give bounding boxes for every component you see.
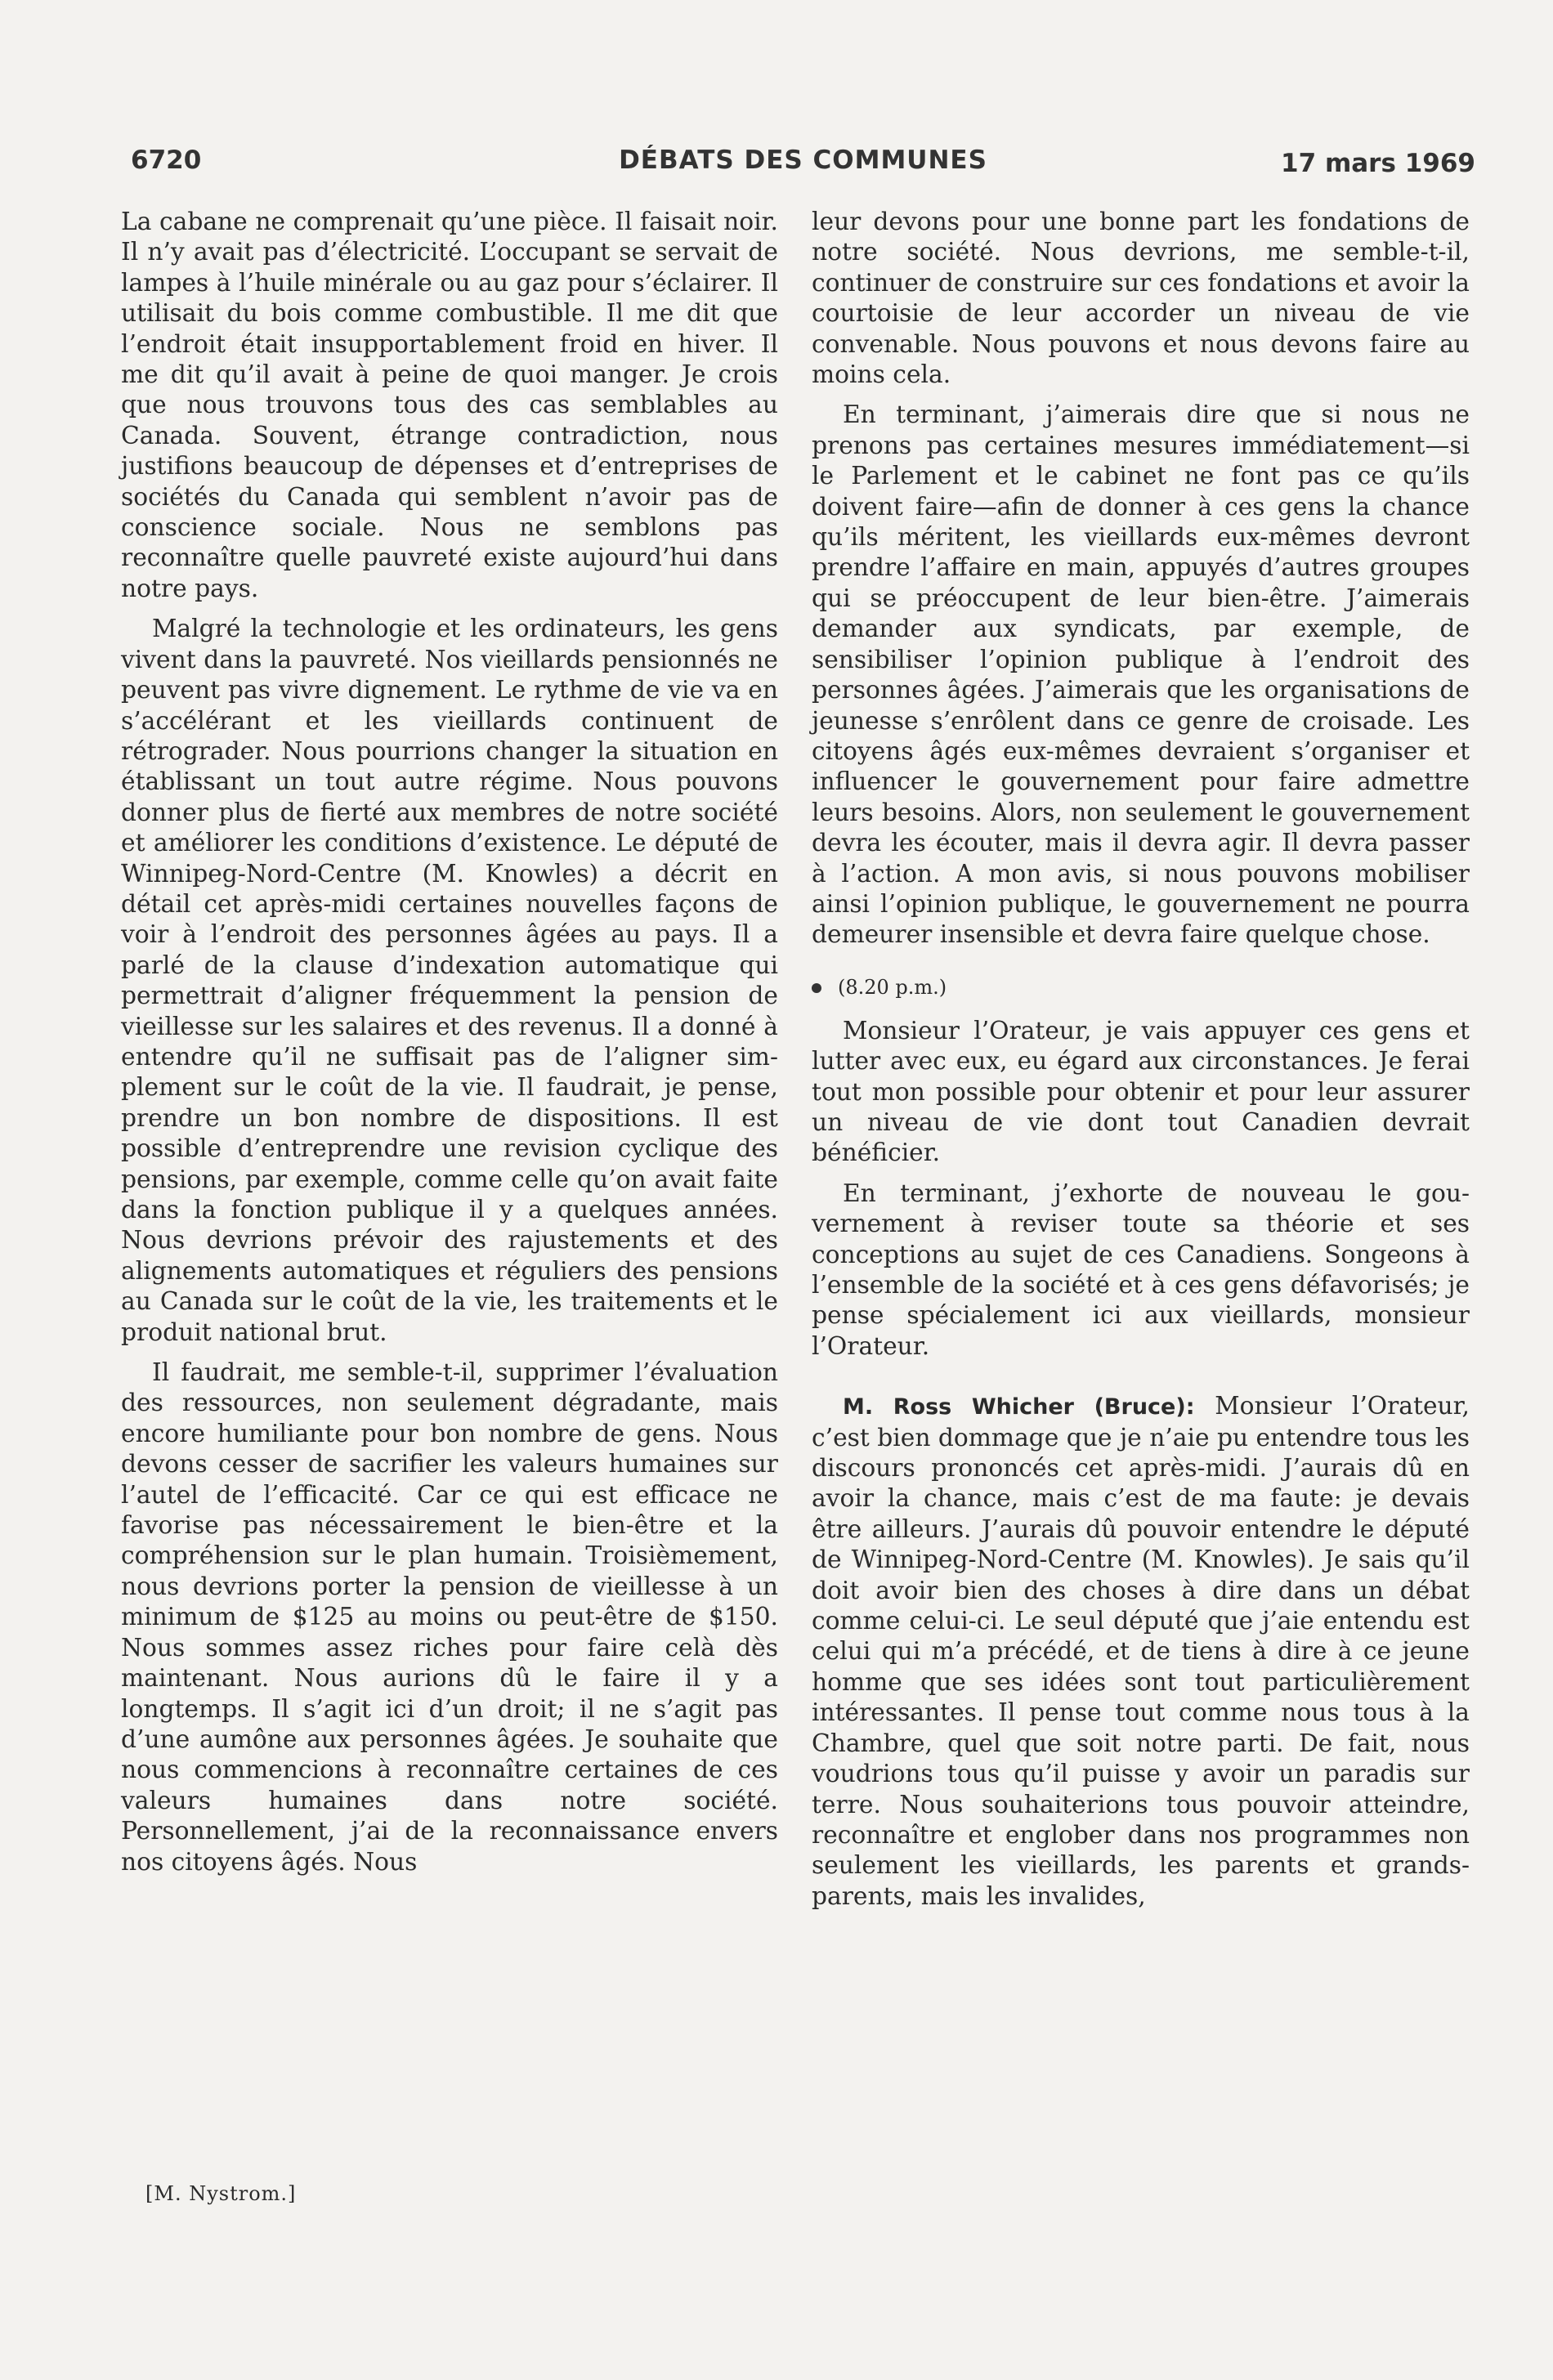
paragraph: En terminant, j’aimerais dire que si nous ne prenons pas certaines mesures immédiatement—si le Parlement et le cabinet ne font pas ce qu’ils doivent faire—afin de donner à ces gens la chance qu’ils méritent, les vieillards eux-mêmes devront prendre l’affaire en main, appuyés d’autres groupes qui se préoccupent de leur bien-être. J’aimerais demander aux syndicats, par exemple, de sensibiliser l’opinion publique à l’endroit des personnes âgées. J’aimerais que les organisations de jeunesse s’enrôlent dans ce genre de croisade. Les citoyens âgés eux-mêmes devraient s’organiser et influencer le gouvernement pour faire admettre leurs besoins. Alors, non seulement le gouvernement devra les écouter, mais il devra agir. Il devra passer à l’action. A mon avis, si nous pouvons mobiliser ainsi l’opinion publique, le gouvernement ne pourra demeurer insensible et devra faire quelque chose.: [812, 400, 1470, 950]
speech-text: Monsieur l’Orateur, c’est bien dommage que je n’aie pu entendre tous les discours prononcés cet après-midi. J’aurais dû en avoir la chance, mais c’est de ma faute: je devais être ailleurs. J’aurais dû pouvoir entendre le député de Winnipeg-Nord-Centre (M. Knowles). Je sais qu’il doit avoir bien des choses à dire dans un débat comme celui-ci. Le seul député que j’aie entendu est celui qui m’a précédé, et de tiens à dire à ce jeune homme que ses idées sont tout particulièrement intéressantes. Il pense tout comme nous tous à la Chambre, quel que soit notre parti. De fait, nous voudrions tous qu’il puisse y avoir un paradis sur terre. Nous souhaiterions tous pouvoir atteindre, reconnaître et englober dans nos programmes non seulement les vieillards, les parents et grands-parents, mais les invalides,: [812, 1392, 1470, 1911]
paragraph: leur devons pour une bonne part les fondations de notre société. Nous devrions, me semble-t-il, continuer de construire sur ces fondations et avoir la courtoisie de leur accorder un niveau de vie convenable. Nous pouvons et nous devons faire au moins cela.: [812, 208, 1470, 390]
speaker-name: M. Ross Whicher (Bruce):: [843, 1394, 1195, 1420]
speech-paragraph: [812, 1391, 1470, 1912]
time-marker-text: (8.20 p.m.): [838, 975, 947, 999]
right-column: [812, 207, 1470, 1912]
paragraph: Il faudrait, me semble-t-il, supprimer l’évaluation des ressources, non seulement dégradante, mais encore humiliante pour bon nombre de gens. Nous devons cesser de sacrifier les valeurs humaines sur l’autel de l’efficacité. Car ce qui est efficace ne favorise pas nécessairement le bien-être et la compréhension sur le plan humain. Troisièmement, nous devrions porter la pension de vieillesse à un minimum de $125 au moins ou peut-être de $150. Nous sommes assez riches pour faire celà dès maintenant. Nous aurions dû le faire il y a longtemps. Il s’agit ici d’un droit; il ne s’agit pas d’une aumône aux personnes âgées. Je souhaite que nous commencions à reconnaître certaines de ces valeurs humaines dans notre société. Personnellement, j’ai de la reconnaissance envers nos citoyens âgés. Nous: [121, 1358, 778, 1877]
paragraph: En terminant, j’exhorte de nouveau le gouvernement à reviser toute sa théorie et ses conceptions au sujet de ces Canadiens. Songeons à l’ensemble de la société et à ces gens défavorisés; je pense spécialement ici aux vieillards, monsieur l’Orateur.: [812, 1179, 1470, 1361]
paragraph: Malgré la technologie et les ordinateurs, les gens vivent dans la pauvreté. Nos vieillards pensionnés ne peuvent pas vivre dignement. Le rythme de vie va en s’accélérant et les vieillards continuent de rétrograder. Nous pourrions changer la situation en établissant un tout autre régime. Nous pouvons donner plus de fierté aux membres de notre société et améliorer les conditions d’existence. Le député de Winnipeg-Nord-Centre (M. Knowles) a décrit en détail cet après-midi certaines nouvelles façons de voir à l’endroit des personnes âgées au pays. Il a parlé de la clause d’indexation automatique qui permettrait d’aligner fréquemment la pension de vieillesse sur les salaires et des revenus. Il a donné à entendre qu’il ne suffisait pas de l’aligner simplement sur le coût de la vie. Il faudrait, je pense, prendre un bon nombre de dispositions. Il est possible d’entreprendre une revision cyclique des pensions, par exemple, comme celle qu’on avait faite dans la fonction publique il y a quelques années. Nous devrions prévoir des rajustements et des alignements automatiques et réguliers des pensions au Canada sur le coût de la vie, les traitements et le produit national brut.: [121, 615, 778, 1347]
footer-speaker-note: [M. Nystrom.]: [145, 2182, 297, 2205]
page-header: [131, 139, 1475, 188]
publication-title: DÉBATS DES COMMUNES: [619, 145, 987, 175]
bullet-icon: [812, 983, 821, 993]
time-marker: [812, 975, 1470, 1000]
page-number: 6720: [131, 145, 202, 175]
paragraph: La cabane ne comprenait qu’une pièce. Il faisait noir. Il n’y avait pas d’électricité. L’occupant se servait de lampes à l’huile minérale ou au gaz pour s’éclairer. Il utilisait du bois comme combustible. Il me dit que l’endroit était insupportablement froid en hiver. Il me dit qu’il avait à peine de quoi manger. Je crois que nous trouvons tous des cas semblables au Canada. Souvent, étrange contradiction, nous justifions beaucoup de dépenses et d’entreprises de sociétés du Canada qui semblent n’avoir pas de conscience sociale. Nous ne semblons pas reconnaître quelle pauvreté existe aujourd’hui dans notre pays.: [121, 208, 778, 603]
left-column: [121, 207, 778, 1877]
paragraph: Monsieur l’Orateur, je vais appuyer ces gens et lutter avec eux, eu égard aux circonstances. Je ferai tout mon possible pour obtenir et pour leur assurer un niveau de vie dont tout Canadien devrait bénéficier.: [812, 1016, 1470, 1168]
issue-date: 17 mars 1969: [1281, 149, 1475, 178]
